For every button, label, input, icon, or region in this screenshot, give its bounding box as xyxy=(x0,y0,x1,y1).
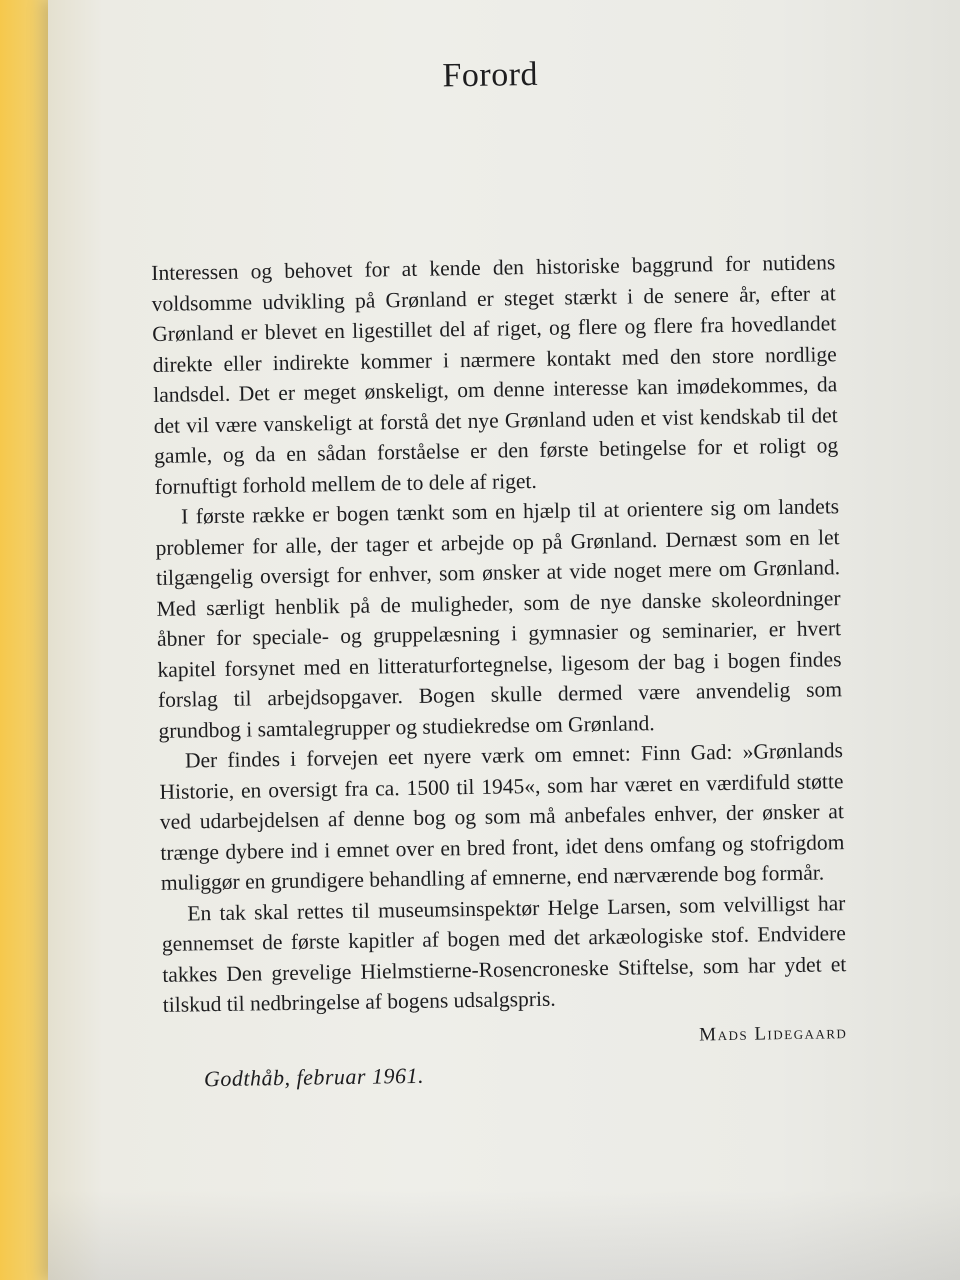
closing-block xyxy=(163,1018,848,1099)
paragraph-1: Interessen og behovet for at kende den historiske baggrund for nutidens voldsomme udvikling på Grønland er steget stærkt i de senere år, efter at Grønland er blevet en ligestillet del af riget, og flere og flere fra hovedlandet direkte eller indirekte kommer i nærmere kontakt med den store nordlige landsdel. Det er meget ønskeligt, om denne interesse kan imødekommes, da det vil være vanskeligt at forstå det nye Grønland uden et vist kendskab til det gamle, og da en sådan forståelse er den første betingelse for et roligt og fornuftigt forhold mellem de to dele af riget. xyxy=(151,250,839,499)
paragraph-3: Der findes i forvejen eet nyere værk om emnet: Finn Gad: »Grønlands Historie, en oversigt fra ca. 1500 til 1945«, som har været en værdifuld støtte ved udarbejdelsen af denne bog og som må anbefales enhver, der ønsker at trænge dybere ind i emnet over en bred front, idet dens omfang og stofrigdom muliggør en grundigere behandling af emnerne, end nærværende bog formår. xyxy=(159,738,845,895)
page-title: Forord xyxy=(442,55,539,95)
paragraph-4: En tak skal rettes til museumsinspektør Helge Larsen, som velvilligst har gennemset de første kapitler af bogen med det arkæologiske stof. Endvidere takkes Den grevelige Hielmstierne-Rosencroneske Stiftelse, som har ydet et tilskud til nedbringelse af bogens udsalgspris. xyxy=(161,890,847,1017)
place-date: Godthåb, februar 1961. xyxy=(203,1062,425,1091)
author-signature: Mads Lidegaard xyxy=(699,1021,848,1045)
page-content xyxy=(148,51,848,1098)
paragraph-2: I første række er bogen tænkt som en hjælp til at orientere sig om landets problemer for alle, der tager et arbejde op på Grønland. Dernæst som en let tilgængelig oversigt for enhver, som ønsker at vide noget mere om Grønland. Med særligt henblik på de muligheder, som de nye danske skoleordninger åbner for speciale- og gruppelæsning i gymnasier og seminarier, er hvert kapitel forsynet med en litteraturfortegnelse, ligesom der bag i bogen findes forslag til arbejdsopgaver. Bogen skulle dermed være anvendelig som grundbog i samtalegrupper og studiekredse om Grønland. xyxy=(155,494,843,743)
page-shadow xyxy=(48,1190,960,1280)
